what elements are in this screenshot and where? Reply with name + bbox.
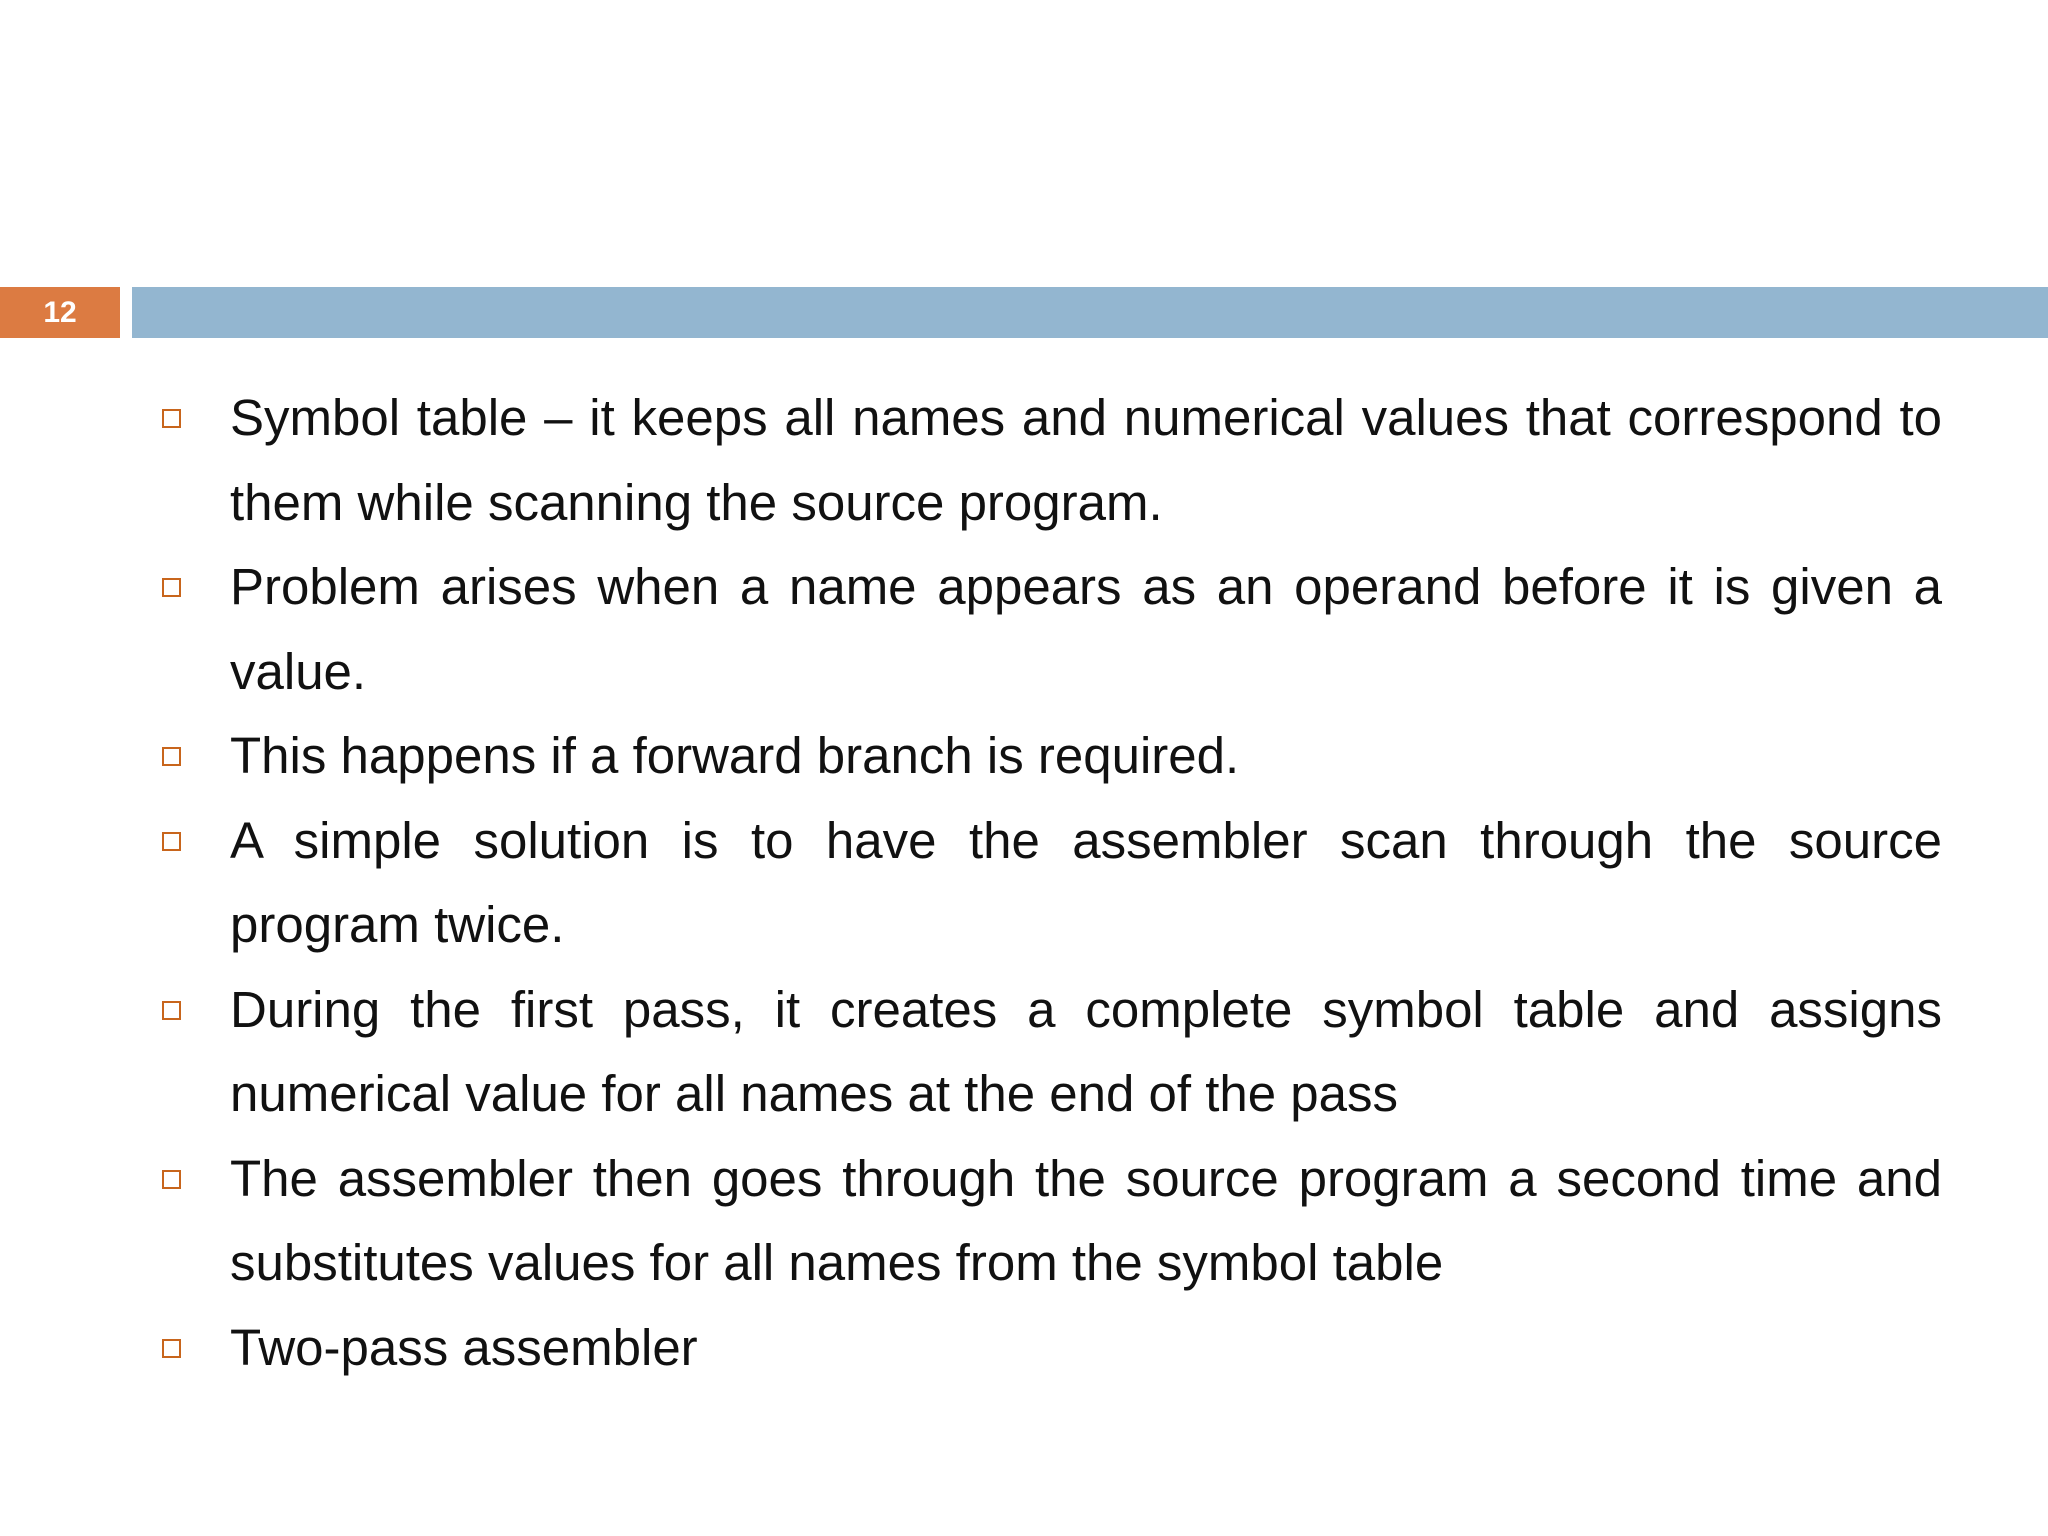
bullet-item bbox=[0, 714, 2048, 799]
bullet-text: Two-pass assembler bbox=[230, 1318, 698, 1376]
hollow-square-icon bbox=[162, 747, 181, 766]
bullet-item bbox=[0, 376, 2048, 545]
hollow-square-icon bbox=[162, 409, 181, 428]
hollow-square-icon bbox=[162, 1170, 181, 1189]
bullet-text: This happens if a forward branch is required. bbox=[230, 727, 1240, 784]
bullet-item bbox=[0, 968, 2048, 1137]
slide-number bbox=[0, 287, 120, 338]
slide-number-label: 12 bbox=[43, 295, 77, 329]
bullet-item bbox=[0, 1306, 2048, 1391]
bullet-item bbox=[0, 1137, 2048, 1306]
hollow-square-icon bbox=[162, 578, 181, 597]
bullet-text: A simple solution is to have the assembler scan through the source program twice. bbox=[230, 811, 1942, 953]
hollow-square-icon bbox=[162, 1339, 181, 1358]
header-bar bbox=[132, 287, 2048, 338]
bullet-item bbox=[0, 799, 2048, 968]
hollow-square-icon bbox=[162, 1001, 181, 1020]
bullet-item bbox=[0, 545, 2048, 714]
bullet-list bbox=[0, 376, 2048, 1390]
slide-content bbox=[0, 376, 2048, 1390]
bullet-text: Symbol table – it keeps all names and numerical values that correspond to them while scanning the source program. bbox=[230, 389, 1942, 531]
bullet-text: Problem arises when a name appears as an operand before it is given a value. bbox=[230, 558, 1942, 700]
bullet-text: The assembler then goes through the source program a second time and substitutes values for all names from the symbol table bbox=[230, 1149, 1942, 1291]
bullet-text: During the first pass, it creates a complete symbol table and assigns numerical value for all names at the end of the pass bbox=[230, 980, 1942, 1122]
hollow-square-icon bbox=[162, 832, 181, 851]
